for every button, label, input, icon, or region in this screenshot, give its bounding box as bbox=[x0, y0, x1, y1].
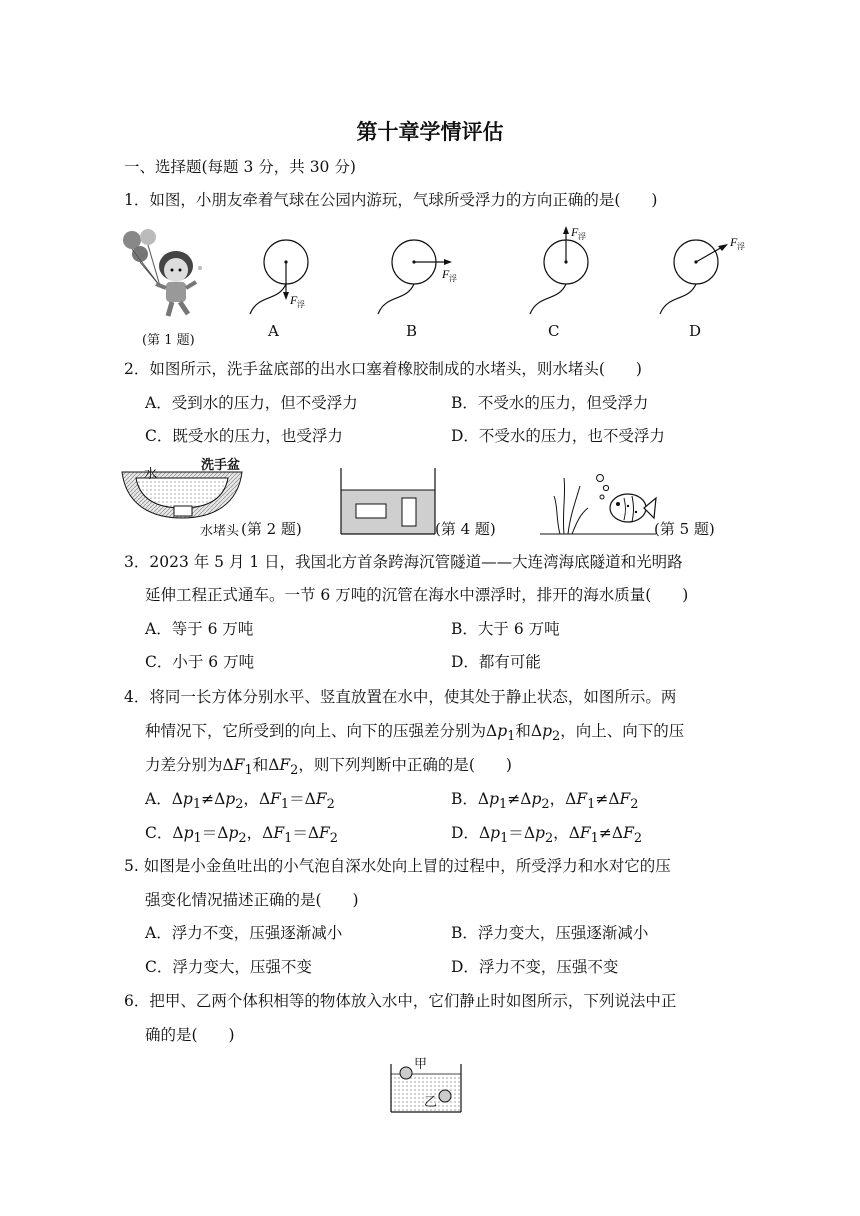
svg-text:浮: 浮 bbox=[737, 242, 745, 251]
q1-stem: 1．如图，小朋友牵着气球在公园内游玩，气球所受浮力的方向正确的是( ) bbox=[124, 191, 658, 209]
q5-line-2: 强变化情况描述正确的是( ) bbox=[145, 891, 359, 909]
q4-line-2: 种情况下，它所受到的向上、向下的压强差分别为$\Delta p_1$和$\Delta p_2$，向上、向下的压 bbox=[145, 722, 685, 745]
water-label: 水 bbox=[144, 467, 158, 482]
q1-figure-b bbox=[358, 232, 468, 322]
svg-text:浮: 浮 bbox=[449, 274, 457, 283]
q2-option-a: A．受到水的压力，但不受浮力 bbox=[145, 394, 358, 412]
q1-label-d: D bbox=[689, 322, 702, 340]
label-jia: 甲 bbox=[414, 1057, 428, 1072]
q4-line-3: 力差分别为$\Delta F_1$和$\Delta F_2$，则下列判断中正确的是( ) bbox=[145, 756, 512, 779]
q2-option-d: D．不受水的压力，也不受浮力 bbox=[451, 427, 665, 445]
svg-text:F: F bbox=[730, 235, 738, 249]
q1-caption: (第 1 题) bbox=[142, 333, 195, 348]
q4-option-d: D．$\Delta p_1=\Delta p_2$，$\Delta F_1\ne\Delta F_2$ bbox=[451, 824, 643, 847]
q5-caption: (第 5 题) bbox=[654, 520, 715, 538]
q1-label-c: C bbox=[548, 322, 560, 340]
q6-line-1: 6．把甲、乙两个体积相等的物体放入水中，它们静止时如图所示，下列说法中正 bbox=[124, 992, 677, 1010]
q1-figure-d bbox=[636, 230, 756, 322]
svg-text:浮: 浮 bbox=[297, 300, 305, 309]
svg-text:F: F bbox=[442, 267, 450, 281]
label-yi: 乙 bbox=[424, 1095, 438, 1110]
q6-line-2: 确的是( ) bbox=[145, 1026, 235, 1044]
q4-option-a: A．$\Delta p_1\ne\Delta p_2$，$\Delta F_1=\Delta F_2$ bbox=[145, 790, 335, 813]
q5-option-d: D．浮力不变，压强不变 bbox=[451, 958, 619, 976]
q4-option-c: C．$\Delta p_1=\Delta p_2$，$\Delta F_1=\Delta F_2$ bbox=[145, 824, 339, 847]
q1-figure-c bbox=[500, 222, 600, 322]
q3-option-d: D．都有可能 bbox=[451, 653, 541, 671]
basin-label: 洗手盆 bbox=[201, 458, 241, 473]
q5-option-a: A．浮力不变，压强逐渐减小 bbox=[145, 924, 343, 942]
svg-text:F: F bbox=[571, 225, 579, 239]
fish-figure bbox=[536, 466, 660, 538]
section-heading: 一、选择题(每题 3 分，共 30 分) bbox=[124, 158, 356, 176]
q5-line-1: 5. 如图是小金鱼吐出的小气泡自深水处向上冒的过程中，所受浮力和水对它的压 bbox=[124, 857, 671, 875]
q2-caption: (第 2 题) bbox=[241, 520, 302, 538]
q3-option-a: A．等于 6 万吨 bbox=[145, 620, 254, 638]
q3-line-1: 3．2023 年 5 月 1 日，我国北方首条跨海沉管隧道——大连湾海底隧道和光明路 bbox=[124, 553, 683, 571]
q3-option-b: B．大于 6 万吨 bbox=[451, 620, 560, 638]
q2-option-c: C．既受水的压力，也受浮力 bbox=[145, 427, 343, 445]
q2-stem: 2．如图所示，洗手盆底部的出水口塞着橡胶制成的水堵头，则水堵头( ) bbox=[124, 360, 642, 378]
q4-line-1: 4．将同一长方体分别水平、竖直放置在水中，使其处于静止状态，如图所示。两 bbox=[124, 688, 677, 706]
child-balloon-illustration bbox=[120, 228, 210, 328]
q4-option-b: B．$\Delta p_1\ne\Delta p_2$，$\Delta F_1\ne\Delta F_2$ bbox=[451, 790, 639, 813]
q1-label-b: B bbox=[406, 322, 418, 340]
tank-figure bbox=[336, 466, 440, 538]
q1-label-a: A bbox=[268, 322, 279, 340]
force-label-a: F bbox=[290, 293, 298, 307]
q2-option-b: B．不受水的压力，但受浮力 bbox=[451, 394, 649, 412]
q1-figure-a bbox=[228, 232, 328, 322]
q5-option-b: B．浮力变大，压强逐渐减小 bbox=[451, 924, 649, 942]
q3-line-2: 延伸工程正式通车。一节 6 万吨的沉管在海水中漂浮时，排开的海水质量( ) bbox=[145, 586, 689, 604]
page-title: 第十章学情评估 bbox=[356, 120, 504, 144]
plug-label: 水堵头 bbox=[200, 524, 240, 539]
q3-option-c: C．小于 6 万吨 bbox=[145, 653, 255, 671]
svg-text:浮: 浮 bbox=[578, 232, 586, 241]
q5-option-c: C．浮力变大，压强不变 bbox=[145, 958, 312, 976]
q4-caption: (第 4 题) bbox=[435, 520, 496, 538]
